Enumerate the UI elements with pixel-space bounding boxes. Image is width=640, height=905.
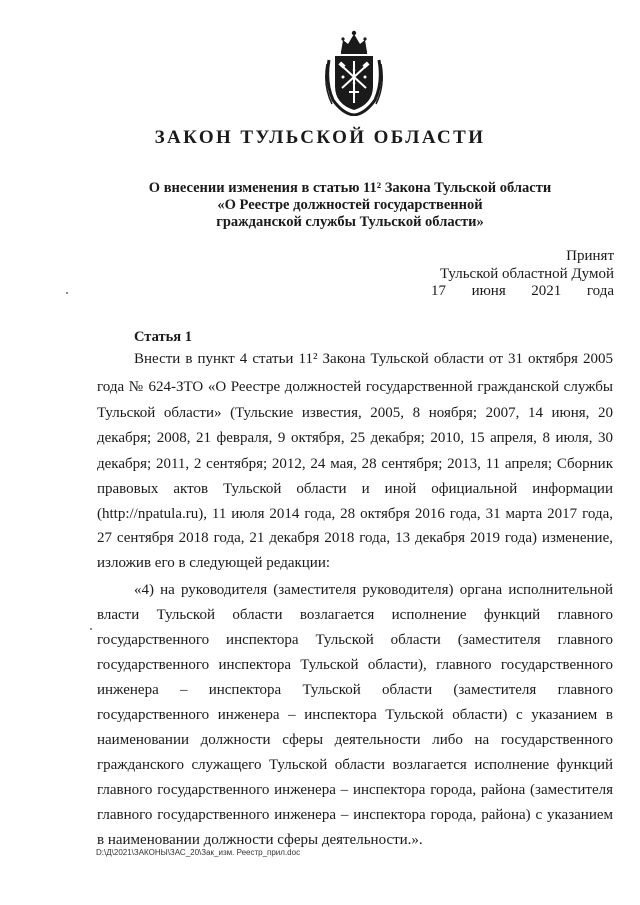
text-line: (http://npatula.ru), 11 июля 2014 года, 28 октября 2016 года, 31 марта 2017 года, xyxy=(97,506,613,522)
law-subject xyxy=(100,180,600,231)
subject-line: гражданской службы Тульской области» xyxy=(216,214,484,230)
article-heading: Статья 1 xyxy=(134,329,192,345)
text-line: главного государственного инженера – инспектора города, района) с указанием xyxy=(97,807,613,823)
adoption-status: Принят xyxy=(566,248,614,264)
text-line: Внести в пункт 4 статьи 11² Закона Тульской области от 31 октября 2005 xyxy=(134,351,613,367)
text-line: Тульской области» (Тульские известия, 2005, 8 ноября; 2007, 14 июня, 20 xyxy=(97,405,613,421)
scan-speck xyxy=(66,292,68,294)
text-line: декабря; 2008, 21 февраля, 9 октября, 25 декабря; 2010, 15 апреля, 8 июля, 30 xyxy=(97,430,613,446)
text-line: декабря; 2011, 2 сентября; 2012, 24 мая, 28 сентября; 2013, 11 апреля; Сборник xyxy=(97,456,613,472)
text-line: 27 сентября 2018 года, 21 декабря 2018 года, 13 декабря 2019 года) изменение, xyxy=(97,530,613,546)
text-line: власти Тульской области возлагается исполнение функций главного xyxy=(97,607,613,623)
text-line: в наименовании должности сферы деятельности.». xyxy=(97,832,423,848)
coat-of-arms-graphic xyxy=(323,30,385,116)
crown-icon xyxy=(341,31,367,54)
text-line: государственного инженера – инспектора Тульской области) с указанием в xyxy=(97,707,613,723)
text-line: главного государственного инженера – инспектора города, района (заместителя xyxy=(97,782,613,798)
text-line: наименовании должности сферы деятельности либо на государственного xyxy=(97,732,613,748)
adoption-date xyxy=(431,283,614,300)
text-line: правовых актов Тульской области и иной официальной информации xyxy=(97,481,613,497)
text-line: государственного инспектора Тульской области (заместителя главного xyxy=(97,632,613,648)
subject-line: «О Реестре должностей государственной xyxy=(217,197,483,213)
coat-of-arms-icon xyxy=(323,30,385,116)
text-line: гражданского служащего Тульской области возлагается исполнение функций xyxy=(97,757,613,773)
text-line: инженера – инспектора Тульской области (заместителя главного xyxy=(97,682,613,698)
adoption-month: июня xyxy=(471,283,506,299)
adoption-year: 2021 xyxy=(531,283,562,299)
text-line: года № 624-ЗТО «О Реестре должностей государственной гражданской службы xyxy=(97,379,613,395)
law-title: ЗАКОН ТУЛЬСКОЙ ОБЛАСТИ xyxy=(154,127,486,148)
adoption-block xyxy=(440,248,614,283)
adoption-body: Тульской областной Думой xyxy=(439,265,614,282)
scan-speck xyxy=(90,628,92,630)
subject-line: О внесении изменения в статью 11² Закона Тульской области xyxy=(148,180,552,196)
text-line: государственного инспектора Тульской области), главного государственного xyxy=(97,657,613,673)
file-path-footer: D:\Д\2021\ЗАКОНЫ\ЗАС_20\Зак_изм. Реестр_прил.doc xyxy=(96,848,301,857)
shield-icon xyxy=(335,56,373,110)
text-line: «4) на руководителя (заместителя руководителя) органа исполнительной xyxy=(134,582,613,598)
text-line: изложив его в следующей редакции: xyxy=(97,555,331,571)
adoption-year-word: года xyxy=(586,283,614,299)
adoption-day: 17 xyxy=(431,283,446,299)
